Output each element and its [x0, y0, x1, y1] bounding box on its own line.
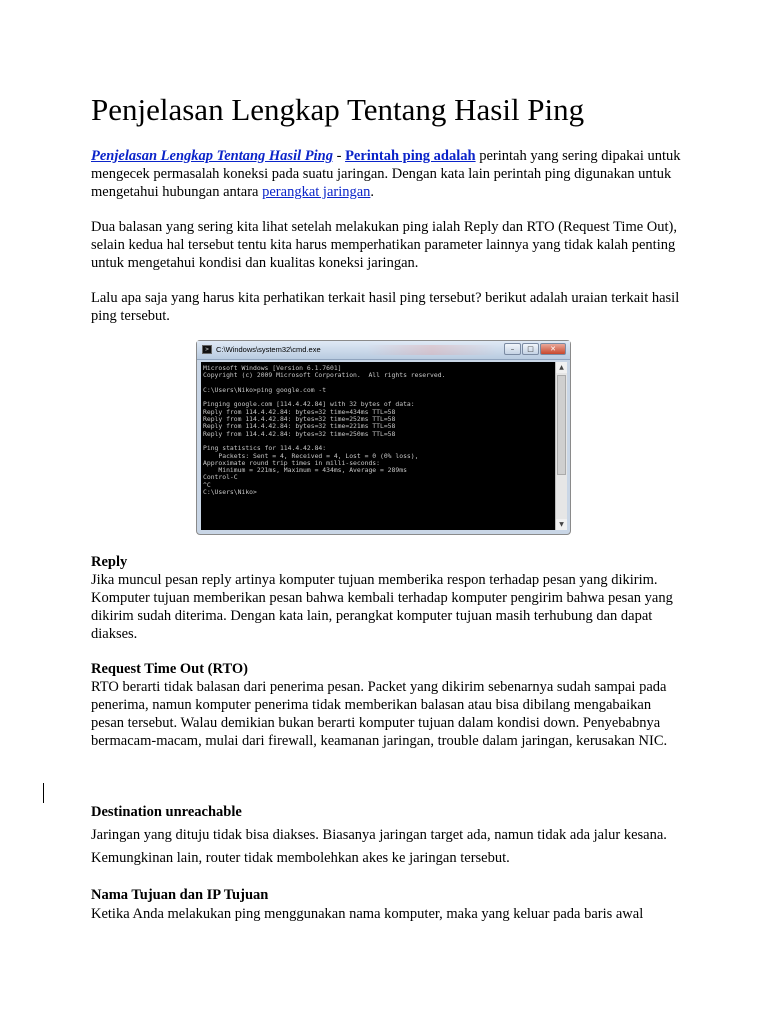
section-body-rto: RTO berarti tidak balasan dari penerima pesan. Packet yang dikirim sebenarnya sudah sampai pada penerima, namun komputer penerima tidak memberikan balasan atau bisa dibilang mengabaikan pesan tersebut. Walau demikian bukan berarti komputer tujuan dalam kondisi down. Penyebabnya bermacam-macam, mulai dari firewall, keamanan jaringan, trouble dalam jaringan, kerusakan NIC. [91, 679, 668, 749]
cmd-title-bar [197, 341, 570, 360]
section-body-reply: Jika muncul pesan reply artinya komputer tujuan memberika respon terhadap pesan yang dikirim. Komputer tujuan memberikan pesan bahwa kembali terhadap komputer pengirim bahwa pesan yang dikirim sudah diterima. Dengan kata lain, perangkat komputer tujuan masih terhubung dan dapat diakses. [91, 572, 673, 642]
background-tab-blur [367, 345, 497, 355]
question-paragraph: Lalu apa saja yang harus kita perhatikan terkait hasil ping tersebut? berikut adalah uraian terkait hasil ping tersebut. [91, 290, 680, 324]
reply-rto-paragraph: Dua balasan yang sering kita lihat setelah melakukan ping ialah Reply dan RTO (Request Time Out), selain kedua hal tersebut tentu kita harus memperhatikan parameter lainnya yang tidak kalah penting untuk mengetahui kondisi dan kualitas koneksi jaringan. [91, 219, 677, 271]
cmd-window-screenshot [196, 340, 571, 535]
page-title: Penjelasan Lengkap Tentang Hasil Ping [91, 92, 585, 127]
section-heading-reply: Reply [91, 554, 128, 570]
section-body-destination-unreachable: Jaringan yang dituju tidak bisa diakses. Biasanya jaringan target ada, namun tidak ada jalur kesana. Kemungkinan lain, router tidak membolehkan akes ke jaringan tersebut. [91, 827, 667, 866]
intro-paragraph [91, 147, 681, 201]
scroll-up-arrow-icon: ▲ [556, 362, 567, 373]
scroll-thumb [557, 375, 566, 475]
window-controls [503, 343, 566, 356]
separator-text: - [332, 148, 346, 164]
section-heading-rto: Request Time Out (RTO) [91, 661, 248, 677]
console-area [201, 362, 555, 530]
intro-text-1: perintah yang sering dipakai untuk mengecek permasalah koneksi pada suatu jaringan. Dengan kata lain perintah ping digunakan untuk mengetahui hubungan antara [91, 148, 681, 200]
cmd-window-title: C:\Windows\system32\cmd.exe [216, 345, 321, 354]
ping-definition-link[interactable]: Perintah ping adalah [345, 148, 476, 164]
section-body-destination-ip: Ketika Anda melakukan ping menggunakan nama komputer, maka yang keluar pada baris awal [91, 906, 644, 922]
section-heading-destination-ip: Nama Tujuan dan IP Tujuan [91, 887, 269, 903]
section-heading-destination-unreachable: Destination unreachable [91, 804, 242, 820]
close-button: ✕ [540, 343, 566, 355]
scroll-down-arrow-icon: ▼ [556, 519, 567, 530]
intro-text-2: . [370, 184, 375, 200]
console-output: Microsoft Windows [Version 6.1.7601] Copyright (c) 2009 Microsoft Corporation. All rights reserved. C:\Users\Niko>ping google.com -t Pinging google.com [114.4.42.84] with 32 bytes of data: Reply from 114.4.42.84: bytes=32 time=434ms TTL=58 Reply from 114.4.42.84: bytes=32 time=252ms TTL=58 Reply from 114.4.42.84: bytes=32 time=221ms TTL=58 Reply from 114.4.42.84: bytes=32 time=250ms TTL=58 Ping statistics for 114.4.42.84: Packets: Sent = 4, Received = 4, Lost = 0 (0% loss), Approximate round trip times in milli-seconds: Minimum = 221ms, Maximum = 434ms, Average = 289ms Control-C ^C C:\Users\Niko> [203, 364, 446, 497]
terminal-icon: > [202, 345, 212, 354]
title-link[interactable]: Penjelasan Lengkap Tentang Hasil Ping [91, 148, 333, 164]
network-device-link[interactable]: perangkat jaringan [262, 184, 371, 200]
minimize-button: – [504, 343, 521, 355]
text-cursor [43, 783, 44, 803]
console-scrollbar [555, 362, 567, 530]
maximize-button: □ [522, 343, 539, 355]
